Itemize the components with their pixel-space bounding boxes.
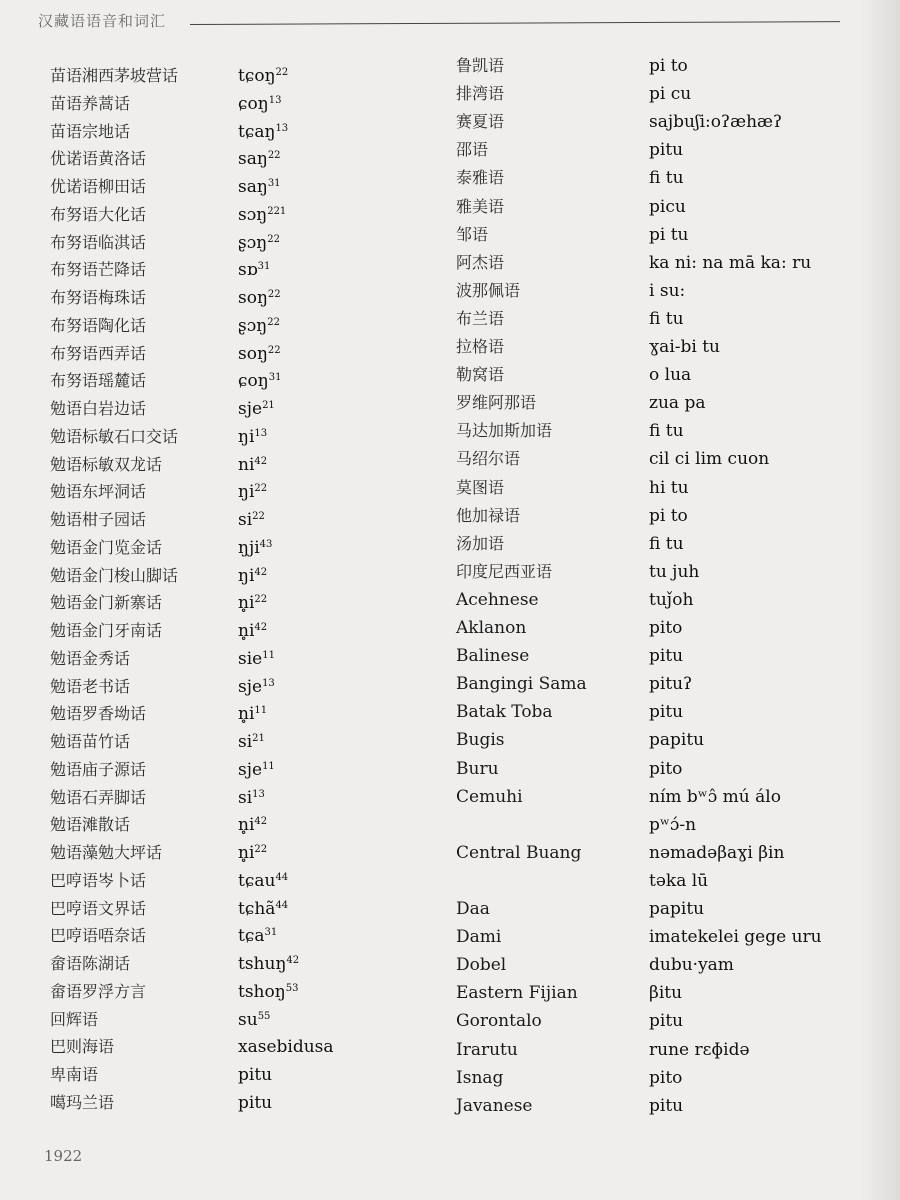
right-entry-language: 赛夏语 bbox=[456, 112, 505, 132]
left-entry-language: 畲语罗浮方言 bbox=[50, 981, 147, 1001]
form-text: ʂɔŋ bbox=[238, 315, 268, 336]
form-text: sje bbox=[238, 399, 263, 419]
tone-number: 13 bbox=[268, 94, 282, 106]
left-entry-language: 噶玛兰语 bbox=[50, 1092, 115, 1112]
right-entry-form: pi to bbox=[649, 505, 688, 526]
tone-number: 22 bbox=[254, 844, 268, 855]
right-entry-form: nəmadəβaɣi βin bbox=[649, 842, 785, 863]
left-entry-form bbox=[238, 285, 281, 311]
right-entry-form: pitu bbox=[649, 702, 684, 723]
left-entry-language: 勉语柑子园话 bbox=[50, 510, 147, 529]
right-entry-form: o lua bbox=[649, 365, 692, 386]
left-entry-language: 勉语金门梭山脚话 bbox=[50, 565, 179, 585]
form-text: tɕa bbox=[238, 926, 265, 947]
left-entry-form bbox=[238, 452, 267, 478]
right-entry-form: imatekelei gege uru bbox=[649, 927, 822, 948]
tone-number: 13 bbox=[262, 677, 275, 689]
tone-number: 13 bbox=[252, 788, 265, 800]
right-entry-language: 他加禄语 bbox=[456, 505, 521, 525]
right-entry-language: 马达加斯加语 bbox=[456, 421, 553, 441]
left-entry-language: 巴则海语 bbox=[50, 1037, 115, 1057]
left-entry-language: 优诺语黄洛话 bbox=[50, 149, 147, 169]
right-entry-form: pito bbox=[649, 618, 683, 638]
form-text: n̥i bbox=[238, 704, 255, 725]
form-text: si bbox=[238, 510, 253, 530]
form-text: ɕoŋ bbox=[238, 93, 269, 114]
left-entry-language: 布努语芒降话 bbox=[50, 260, 147, 280]
right-entry-form: ka ni: na mā ka: ru bbox=[649, 252, 812, 273]
right-entry-language: Gorontalo bbox=[456, 1011, 542, 1032]
form-text: soŋ bbox=[238, 343, 268, 364]
tone-number: 22 bbox=[267, 233, 280, 245]
right-entry-form: sajbuʃi:oʔæhæʔ bbox=[649, 112, 783, 133]
right-entry-form: i su: bbox=[649, 280, 686, 301]
right-entry-language: Javanese bbox=[456, 1095, 533, 1116]
tone-number: 42 bbox=[254, 622, 268, 633]
left-entry-language: 勉语石弄脚话 bbox=[50, 787, 147, 807]
right-entry-form: picu bbox=[649, 196, 686, 217]
left-entry-form bbox=[238, 923, 277, 949]
right-entry-form: pi cu bbox=[649, 84, 692, 105]
left-entry-form bbox=[238, 257, 270, 283]
left-entry-language: 布努语西弄话 bbox=[50, 343, 147, 363]
right-entry-form: tuǰoh bbox=[649, 589, 694, 610]
form-text: ŋi bbox=[238, 426, 255, 447]
right-entry-form: fi tu bbox=[649, 421, 684, 442]
right-entry-language: 莫图语 bbox=[456, 477, 505, 497]
form-text: n̥i bbox=[238, 843, 255, 863]
left-entry-form bbox=[238, 785, 265, 811]
form-text: ni bbox=[238, 454, 255, 475]
tone-number: 43 bbox=[259, 538, 273, 550]
tone-number: 31 bbox=[268, 372, 282, 384]
tone-number: 21 bbox=[252, 733, 265, 744]
left-entry-language: 勉语罗香坳话 bbox=[50, 704, 147, 724]
right-entry-language: 泰雅语 bbox=[456, 168, 505, 188]
tone-number: 22 bbox=[267, 289, 281, 300]
left-entry-language: 布努语瑶麓话 bbox=[50, 371, 147, 391]
left-entry-form bbox=[238, 146, 281, 172]
right-entry-language: 布兰语 bbox=[456, 308, 505, 328]
right-entry-language: 拉格语 bbox=[456, 337, 505, 356]
tone-number: 55 bbox=[257, 1010, 271, 1022]
form-text: ŋi bbox=[238, 565, 255, 586]
form-text: saŋ bbox=[238, 149, 268, 170]
left-entry-form bbox=[238, 535, 272, 561]
tone-number: 22 bbox=[267, 344, 281, 356]
page-gutter-shade bbox=[860, 0, 900, 1200]
right-entry-form: ɣai-bi tu bbox=[649, 337, 721, 357]
tone-number: 22 bbox=[254, 483, 268, 495]
right-entry-language: 勒窝语 bbox=[456, 365, 505, 385]
left-entry-language: 勉语金门牙南话 bbox=[50, 621, 163, 640]
left-entry-language: 勉语东坪洞话 bbox=[50, 482, 147, 502]
tone-number: 11 bbox=[262, 760, 275, 772]
right-entry-form: papitu bbox=[649, 730, 705, 751]
left-entry-form bbox=[238, 313, 280, 339]
form-text: sje bbox=[238, 759, 263, 780]
tone-number: 22 bbox=[267, 150, 281, 162]
left-entry-language: 畲语陈湖话 bbox=[50, 954, 131, 973]
form-text: su bbox=[238, 1009, 258, 1030]
form-text: ʂɔŋ bbox=[238, 232, 268, 253]
left-entry-language: 勉语老书话 bbox=[50, 676, 131, 696]
right-entry-form: tu juh bbox=[649, 561, 700, 582]
right-entry-form: təka lū bbox=[649, 870, 709, 891]
left-entry-form bbox=[238, 119, 288, 145]
right-entry-form: pitu bbox=[649, 1095, 684, 1116]
tone-number: 11 bbox=[262, 649, 275, 661]
form-text: tɕoŋ bbox=[238, 66, 276, 86]
form-text: ŋi bbox=[238, 482, 255, 503]
form-text: n̥i bbox=[238, 593, 255, 614]
form-text: tɕau bbox=[238, 870, 276, 891]
left-entry-language: 勉语金门览金话 bbox=[50, 537, 163, 557]
left-entry-form bbox=[238, 590, 267, 616]
tone-number: 31 bbox=[264, 927, 278, 939]
tone-number: 42 bbox=[254, 566, 268, 578]
left-entry-form bbox=[238, 1034, 334, 1060]
right-entry-form: pitu bbox=[649, 140, 684, 161]
form-text: soŋ bbox=[238, 288, 268, 308]
left-entry-form bbox=[238, 812, 267, 838]
right-entry-language: Balinese bbox=[456, 646, 530, 667]
tone-number: 22 bbox=[254, 594, 268, 606]
left-entry-language: 布努语大化话 bbox=[50, 204, 147, 224]
tone-number: 42 bbox=[254, 455, 268, 467]
left-entry-form bbox=[238, 1062, 272, 1088]
left-entry-form bbox=[238, 729, 265, 755]
left-entry-language: 苗语宗地话 bbox=[50, 121, 131, 141]
left-entry-language: 勉语标敏双龙话 bbox=[50, 454, 163, 474]
right-entry-language: 雅美语 bbox=[456, 196, 505, 216]
right-entry-form: fi tu bbox=[649, 533, 684, 554]
right-entry-language: Dobel bbox=[456, 955, 507, 976]
tone-number: 11 bbox=[254, 705, 268, 717]
right-entry-form: βitu bbox=[649, 983, 683, 1004]
left-entry-form bbox=[238, 618, 267, 644]
left-entry-language: 优诺语柳田话 bbox=[50, 177, 147, 196]
right-entry-form: pito bbox=[649, 1067, 683, 1088]
right-entry-language: Acehnese bbox=[456, 589, 539, 610]
right-entry-language: Eastern Fijian bbox=[456, 983, 578, 1004]
left-entry-form bbox=[238, 757, 275, 783]
left-entry-language: 卑南语 bbox=[50, 1065, 99, 1084]
form-text: pitu bbox=[238, 1065, 273, 1085]
right-entry-form: pitu bbox=[649, 646, 684, 667]
right-entry-form: rune rɛɸidə bbox=[649, 1039, 750, 1060]
header-rule bbox=[190, 21, 840, 25]
right-entry-language: Bugis bbox=[456, 730, 505, 751]
right-entry-language: 排湾语 bbox=[456, 84, 505, 104]
right-entry-form: pituʔ bbox=[649, 674, 693, 695]
right-entry-language: 邹语 bbox=[456, 224, 489, 244]
tone-number: 221 bbox=[267, 205, 287, 217]
right-entry-form: ním bʷɔ̂ mú álo bbox=[649, 786, 781, 807]
left-entry-form bbox=[238, 701, 267, 727]
left-entry-language: 回辉语 bbox=[50, 1009, 99, 1029]
form-text: tshoŋ bbox=[238, 981, 286, 1002]
right-entry-form: zua pa bbox=[649, 393, 706, 414]
left-entry-form bbox=[238, 424, 267, 450]
right-entry-language: Cemuhi bbox=[456, 786, 523, 807]
right-entry-form: fi tu bbox=[649, 308, 684, 329]
right-entry-language: 印度尼西亚语 bbox=[456, 561, 553, 581]
right-entry-form: pi to bbox=[649, 56, 688, 76]
right-entry-language: Buru bbox=[456, 758, 499, 779]
form-text: n̥i bbox=[238, 621, 255, 641]
right-entry-language: Isnag bbox=[456, 1067, 504, 1088]
tone-number: 22 bbox=[267, 316, 280, 328]
right-entry-form: papitu bbox=[649, 899, 705, 919]
tone-number: 31 bbox=[267, 178, 281, 189]
left-entry-form bbox=[238, 368, 281, 394]
right-entry-language: Batak Toba bbox=[456, 702, 553, 723]
left-entry-language: 苗语湘西茅坡营话 bbox=[50, 66, 179, 85]
form-text: xasebidusa bbox=[238, 1037, 334, 1058]
right-entry-language: Dami bbox=[456, 927, 502, 948]
tone-number: 53 bbox=[285, 982, 299, 994]
left-entry-form bbox=[238, 868, 288, 894]
left-entry-form bbox=[238, 91, 281, 117]
left-entry-form bbox=[238, 1090, 272, 1116]
form-text: sɔŋ bbox=[238, 204, 268, 225]
left-entry-form bbox=[238, 646, 275, 672]
right-entry-form: pi tu bbox=[649, 224, 689, 245]
page-number: 1922 bbox=[44, 1147, 83, 1165]
tone-number: 21 bbox=[262, 400, 275, 411]
left-entry-form bbox=[238, 507, 265, 533]
left-entry-language: 巴哼语文界话 bbox=[50, 898, 147, 918]
left-entry-form bbox=[238, 341, 281, 367]
right-entry-language: 阿杰语 bbox=[456, 252, 505, 272]
form-text: n̥i bbox=[238, 815, 255, 836]
left-entry-form bbox=[238, 230, 280, 256]
left-entry-language: 勉语庙子源话 bbox=[50, 759, 147, 779]
left-entry-language: 巴哼语岑卜话 bbox=[50, 870, 147, 890]
right-entry-form: hi tu bbox=[649, 477, 689, 498]
left-entry-language: 布努语梅珠话 bbox=[50, 288, 147, 307]
right-entry-language: Bangingi Sama bbox=[456, 674, 587, 695]
left-entry-form bbox=[238, 840, 267, 866]
left-entry-language: 巴哼语唔奈话 bbox=[50, 926, 147, 946]
tone-number: 31 bbox=[257, 261, 271, 273]
right-entry-form: pitu bbox=[649, 1011, 684, 1032]
right-entry-form: fi tu bbox=[649, 168, 684, 189]
form-text: sie bbox=[238, 648, 263, 669]
tone-number: 44 bbox=[275, 871, 289, 883]
right-entry-language: Aklanon bbox=[456, 618, 527, 638]
form-text: tɕhã bbox=[238, 898, 276, 919]
right-entry-language: Daa bbox=[456, 899, 490, 919]
left-entry-form bbox=[238, 202, 286, 228]
left-entry-form bbox=[238, 979, 298, 1005]
left-entry-language: 布努语临淇话 bbox=[50, 232, 147, 252]
left-entry-form bbox=[238, 896, 288, 922]
left-entry-language: 勉语滩散话 bbox=[50, 815, 131, 835]
left-entry-form bbox=[238, 396, 275, 422]
tone-number: 22 bbox=[252, 511, 265, 522]
right-entry-language: 波那佩语 bbox=[456, 280, 521, 300]
right-entry-form: dubu·yam bbox=[649, 955, 734, 976]
form-text: si bbox=[238, 787, 253, 808]
left-entry-language: 勉语金秀话 bbox=[50, 648, 131, 668]
form-text: pitu bbox=[238, 1092, 273, 1113]
form-text: ɕoŋ bbox=[238, 371, 269, 392]
left-entry-form bbox=[238, 951, 299, 977]
right-entry-language: Central Buang bbox=[456, 842, 582, 863]
right-entry-language: 罗维阿那语 bbox=[456, 393, 537, 413]
tone-number: 42 bbox=[254, 816, 268, 828]
form-text: tshuŋ bbox=[238, 954, 287, 974]
page-header bbox=[0, 0, 900, 40]
left-entry-language: 勉语苗竹话 bbox=[50, 732, 131, 751]
right-entry-language: 汤加语 bbox=[456, 533, 505, 553]
left-entry-form bbox=[238, 674, 275, 700]
tone-number: 13 bbox=[254, 427, 268, 439]
tone-number: 42 bbox=[286, 955, 300, 966]
form-text: saŋ bbox=[238, 177, 268, 197]
right-entry-language: 鲁凯语 bbox=[456, 56, 505, 75]
right-entry-language: Irarutu bbox=[456, 1039, 518, 1060]
running-title: 汉藏语语音和词汇 bbox=[38, 12, 167, 30]
right-entry-form: pʷɔ́-n bbox=[649, 814, 697, 835]
left-entry-language: 布努语陶化话 bbox=[50, 315, 147, 335]
tone-number: 22 bbox=[275, 67, 289, 78]
left-entry-form bbox=[238, 174, 281, 200]
left-entry-form bbox=[238, 563, 267, 589]
left-entry-language: 勉语藻勉大坪话 bbox=[50, 843, 163, 862]
tone-number: 44 bbox=[275, 899, 289, 911]
right-entry-form: cil ci lim cuon bbox=[649, 449, 770, 470]
form-text: sɒ bbox=[238, 260, 258, 281]
left-entry-language: 勉语金门新寨话 bbox=[50, 593, 163, 613]
left-entry-language: 勉语标敏石口交话 bbox=[50, 426, 179, 446]
form-text: tɕaŋ bbox=[238, 121, 276, 142]
form-text: si bbox=[238, 732, 253, 752]
tone-number: 13 bbox=[275, 122, 289, 134]
left-entry-language: 勉语白岩边话 bbox=[50, 399, 147, 418]
left-entry-form bbox=[238, 1007, 270, 1033]
left-entry-form bbox=[238, 479, 267, 505]
form-text: sje bbox=[238, 676, 263, 697]
right-entry-language: 马绍尔语 bbox=[456, 449, 521, 469]
right-entry-form: pito bbox=[649, 758, 683, 779]
left-entry-language: 苗语养蒿话 bbox=[50, 93, 131, 113]
left-entry-form bbox=[238, 63, 288, 89]
right-entry-language: 邵语 bbox=[456, 140, 489, 160]
form-text: ŋji bbox=[238, 537, 260, 558]
